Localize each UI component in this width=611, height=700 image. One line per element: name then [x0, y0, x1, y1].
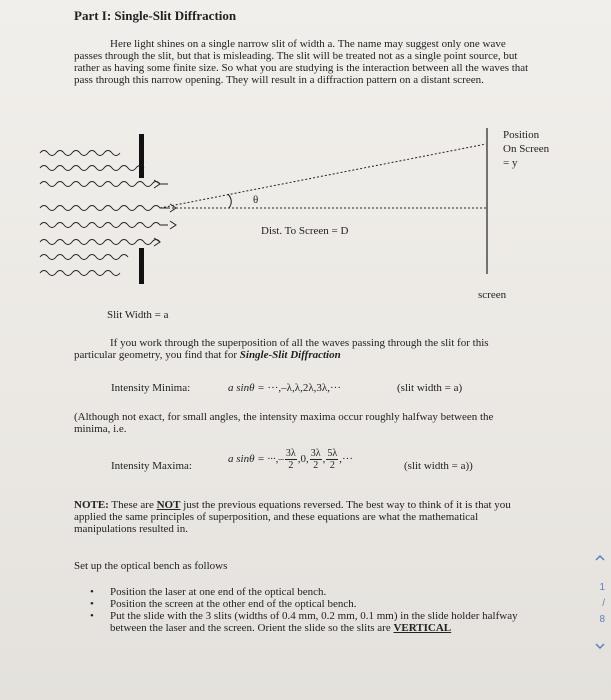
- superposition-text: If you work through the superposition of all the waves passing through the slit for this particular geometry, you find that for: [74, 337, 489, 361]
- wave-7: [40, 255, 128, 260]
- note-not: NOT: [156, 499, 181, 511]
- minima-equation: [228, 382, 341, 394]
- frac-num: 3λ: [285, 448, 296, 459]
- wave-8: [40, 271, 120, 276]
- chevron-up-icon[interactable]: [594, 552, 606, 564]
- single-slit-term: Single-Slit Diffraction: [239, 349, 341, 361]
- vertical-emphasis: VERTICAL: [393, 622, 452, 634]
- setup-heading: Set up the optical bench as follows: [74, 560, 228, 572]
- frac-num: 5λ: [327, 448, 338, 459]
- angle-ray: [160, 144, 486, 208]
- maxima-note: (slit width = a)): [404, 460, 473, 472]
- note-text-a: These are: [108, 499, 157, 511]
- note-paragraph: [74, 499, 529, 535]
- wave-4: [40, 206, 168, 211]
- wave-3: [40, 182, 168, 187]
- list-item: [90, 610, 530, 634]
- wave-6: [40, 240, 160, 245]
- wave-1: [40, 151, 120, 156]
- maxima-tail: ,···: [339, 453, 353, 466]
- screen-label: screen: [478, 289, 507, 301]
- fraction-3l-over-2: [285, 448, 297, 471]
- slit-barrier: [139, 134, 144, 284]
- wave-5: [40, 223, 168, 228]
- minima-rhs: ···,–λ,λ,2λ,3λ,···: [267, 382, 341, 394]
- intro-paragraph: Here light shines on a single narrow slit of width a. The name may suggest only one wave passes through the slit, but that is misleading. The slit will be treated not as a single point source, but rather as having some finite size. So what you are studying is the interaction between all the waves that pass through this narrow opening. They will result in a diffraction pattern on a distant screen.: [74, 38, 529, 86]
- fraction-3l-over-2-pos: [310, 448, 322, 471]
- fraction-5l-over-2: [326, 448, 338, 471]
- page-separator: /: [602, 598, 605, 609]
- list-item-text: Position the laser at one end of the optical bench.: [110, 586, 327, 598]
- list-item-text: Position the screen at the other end of the optical bench.: [110, 598, 357, 610]
- list-item-text: Put the slide with the 3 slits (widths of 0.4 mm, 0.2 mm, 0.1 mm) in the slide holder halfway between the laser and the screen. Orient the slide so the slits are: [110, 610, 518, 634]
- maxima-mid: ,0,: [297, 453, 309, 466]
- page-current: 1: [599, 582, 605, 593]
- chevron-down-icon[interactable]: [594, 640, 606, 652]
- distance-label: Dist. To Screen = D: [261, 225, 349, 237]
- maxima-equation: a sinθ = ···,– $\frac{3\lambda}{2}$ ,0, $\frac{3\lambda}{2}$ , $\frac{5\lambda}{2}$ ,···: [228, 448, 353, 471]
- note-text-b: just the previous equations reversed. The best way to think of it is that you applied the same principles of superposition, and these equations are what the mathematical manipulations resulted in.: [74, 499, 511, 535]
- minima-label: Intensity Minima:: [111, 382, 191, 394]
- frac-den: 2: [288, 460, 294, 471]
- maxima-lhs: a sinθ = ···,–: [228, 453, 284, 466]
- theta-arc: [228, 194, 231, 208]
- note-label: NOTE:: [74, 499, 109, 511]
- section-title: Part I: Single-Slit Diffraction: [74, 8, 237, 23]
- frac-den: 2: [329, 460, 335, 471]
- position-label-1: Position: [503, 129, 540, 141]
- maxima-label: Intensity Maxima:: [111, 460, 192, 472]
- superposition-paragraph: [74, 337, 529, 361]
- slit-barrier-top: [139, 134, 144, 178]
- wave-2: [40, 166, 144, 171]
- slit-barrier-bottom: [139, 248, 144, 284]
- minima-lhs: a sinθ =: [228, 382, 268, 394]
- approximation-paragraph: (Although not exact, for small angles, the intensity maxima occur roughly halfway between the minima, i.e.: [74, 411, 494, 435]
- frac-num: 3λ: [310, 448, 321, 459]
- page-total: 8: [599, 614, 605, 625]
- frac-den: 2: [313, 460, 319, 471]
- slit-width-label: Slit Width = a: [107, 309, 169, 321]
- list-item: [90, 598, 530, 610]
- bullet-icon: •: [90, 586, 94, 598]
- position-label-2: On Screen: [503, 143, 550, 155]
- theta-label: θ: [253, 194, 259, 206]
- minima-note: (slit width = a): [397, 382, 463, 394]
- arrow-3: [170, 221, 176, 229]
- list-item: [90, 586, 530, 598]
- position-label-3: = y: [503, 157, 518, 169]
- bullet-icon: •: [90, 610, 94, 622]
- setup-list: [90, 586, 530, 634]
- bullet-icon: •: [90, 598, 94, 610]
